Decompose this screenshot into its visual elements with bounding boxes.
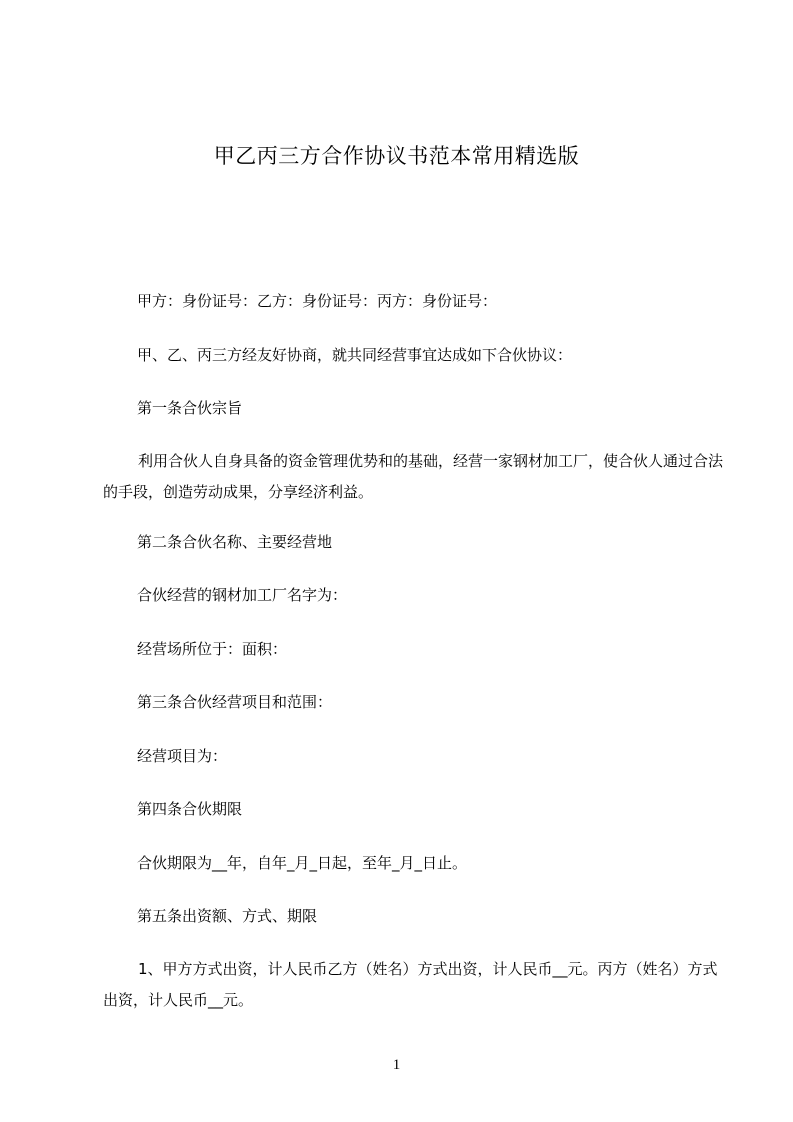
intro-paragraph: 甲、乙、丙三方经友好协商，就共同经营事宜达成如下合伙协议： bbox=[137, 346, 573, 364]
article-1-heading: 第一条合伙宗旨 bbox=[137, 399, 243, 417]
document-title: 甲乙丙三方合作协议书范本常用精选版 bbox=[213, 144, 580, 168]
term-line: 合伙期限为__年，自年_月_日起，至年_月_日止。 bbox=[137, 854, 468, 872]
article-5-heading: 第五条出资额、方式、期限 bbox=[137, 907, 318, 925]
article-2-heading: 第二条合伙名称、主要经营地 bbox=[137, 533, 333, 551]
page-number: 1 bbox=[392, 1057, 401, 1073]
parties-line: 甲方：身份证号：乙方：身份证号：丙方：身份证号： bbox=[137, 292, 498, 310]
factory-name-line: 合伙经营的钢材加工厂名字为： bbox=[137, 586, 348, 604]
article-4-heading: 第四条合伙期限 bbox=[137, 800, 243, 818]
article-5-item-1: 1、甲方方式出资，计人民币乙方（姓名）方式出资，计人民币__元。丙方（姓名）方式出资，计人民币__元。 bbox=[103, 960, 718, 1009]
business-items-line: 经营项目为： bbox=[137, 747, 228, 765]
location-line: 经营场所位于：面积： bbox=[137, 640, 288, 658]
article-1-body: 利用合伙人自身具备的资金管理优势和的基础，经营一家钢材加工厂，使合伙人通过合法的手段，创造劳动成果，分享经济利益。 bbox=[103, 452, 724, 501]
article-3-heading: 第三条合伙经营项目和范围： bbox=[137, 693, 333, 711]
